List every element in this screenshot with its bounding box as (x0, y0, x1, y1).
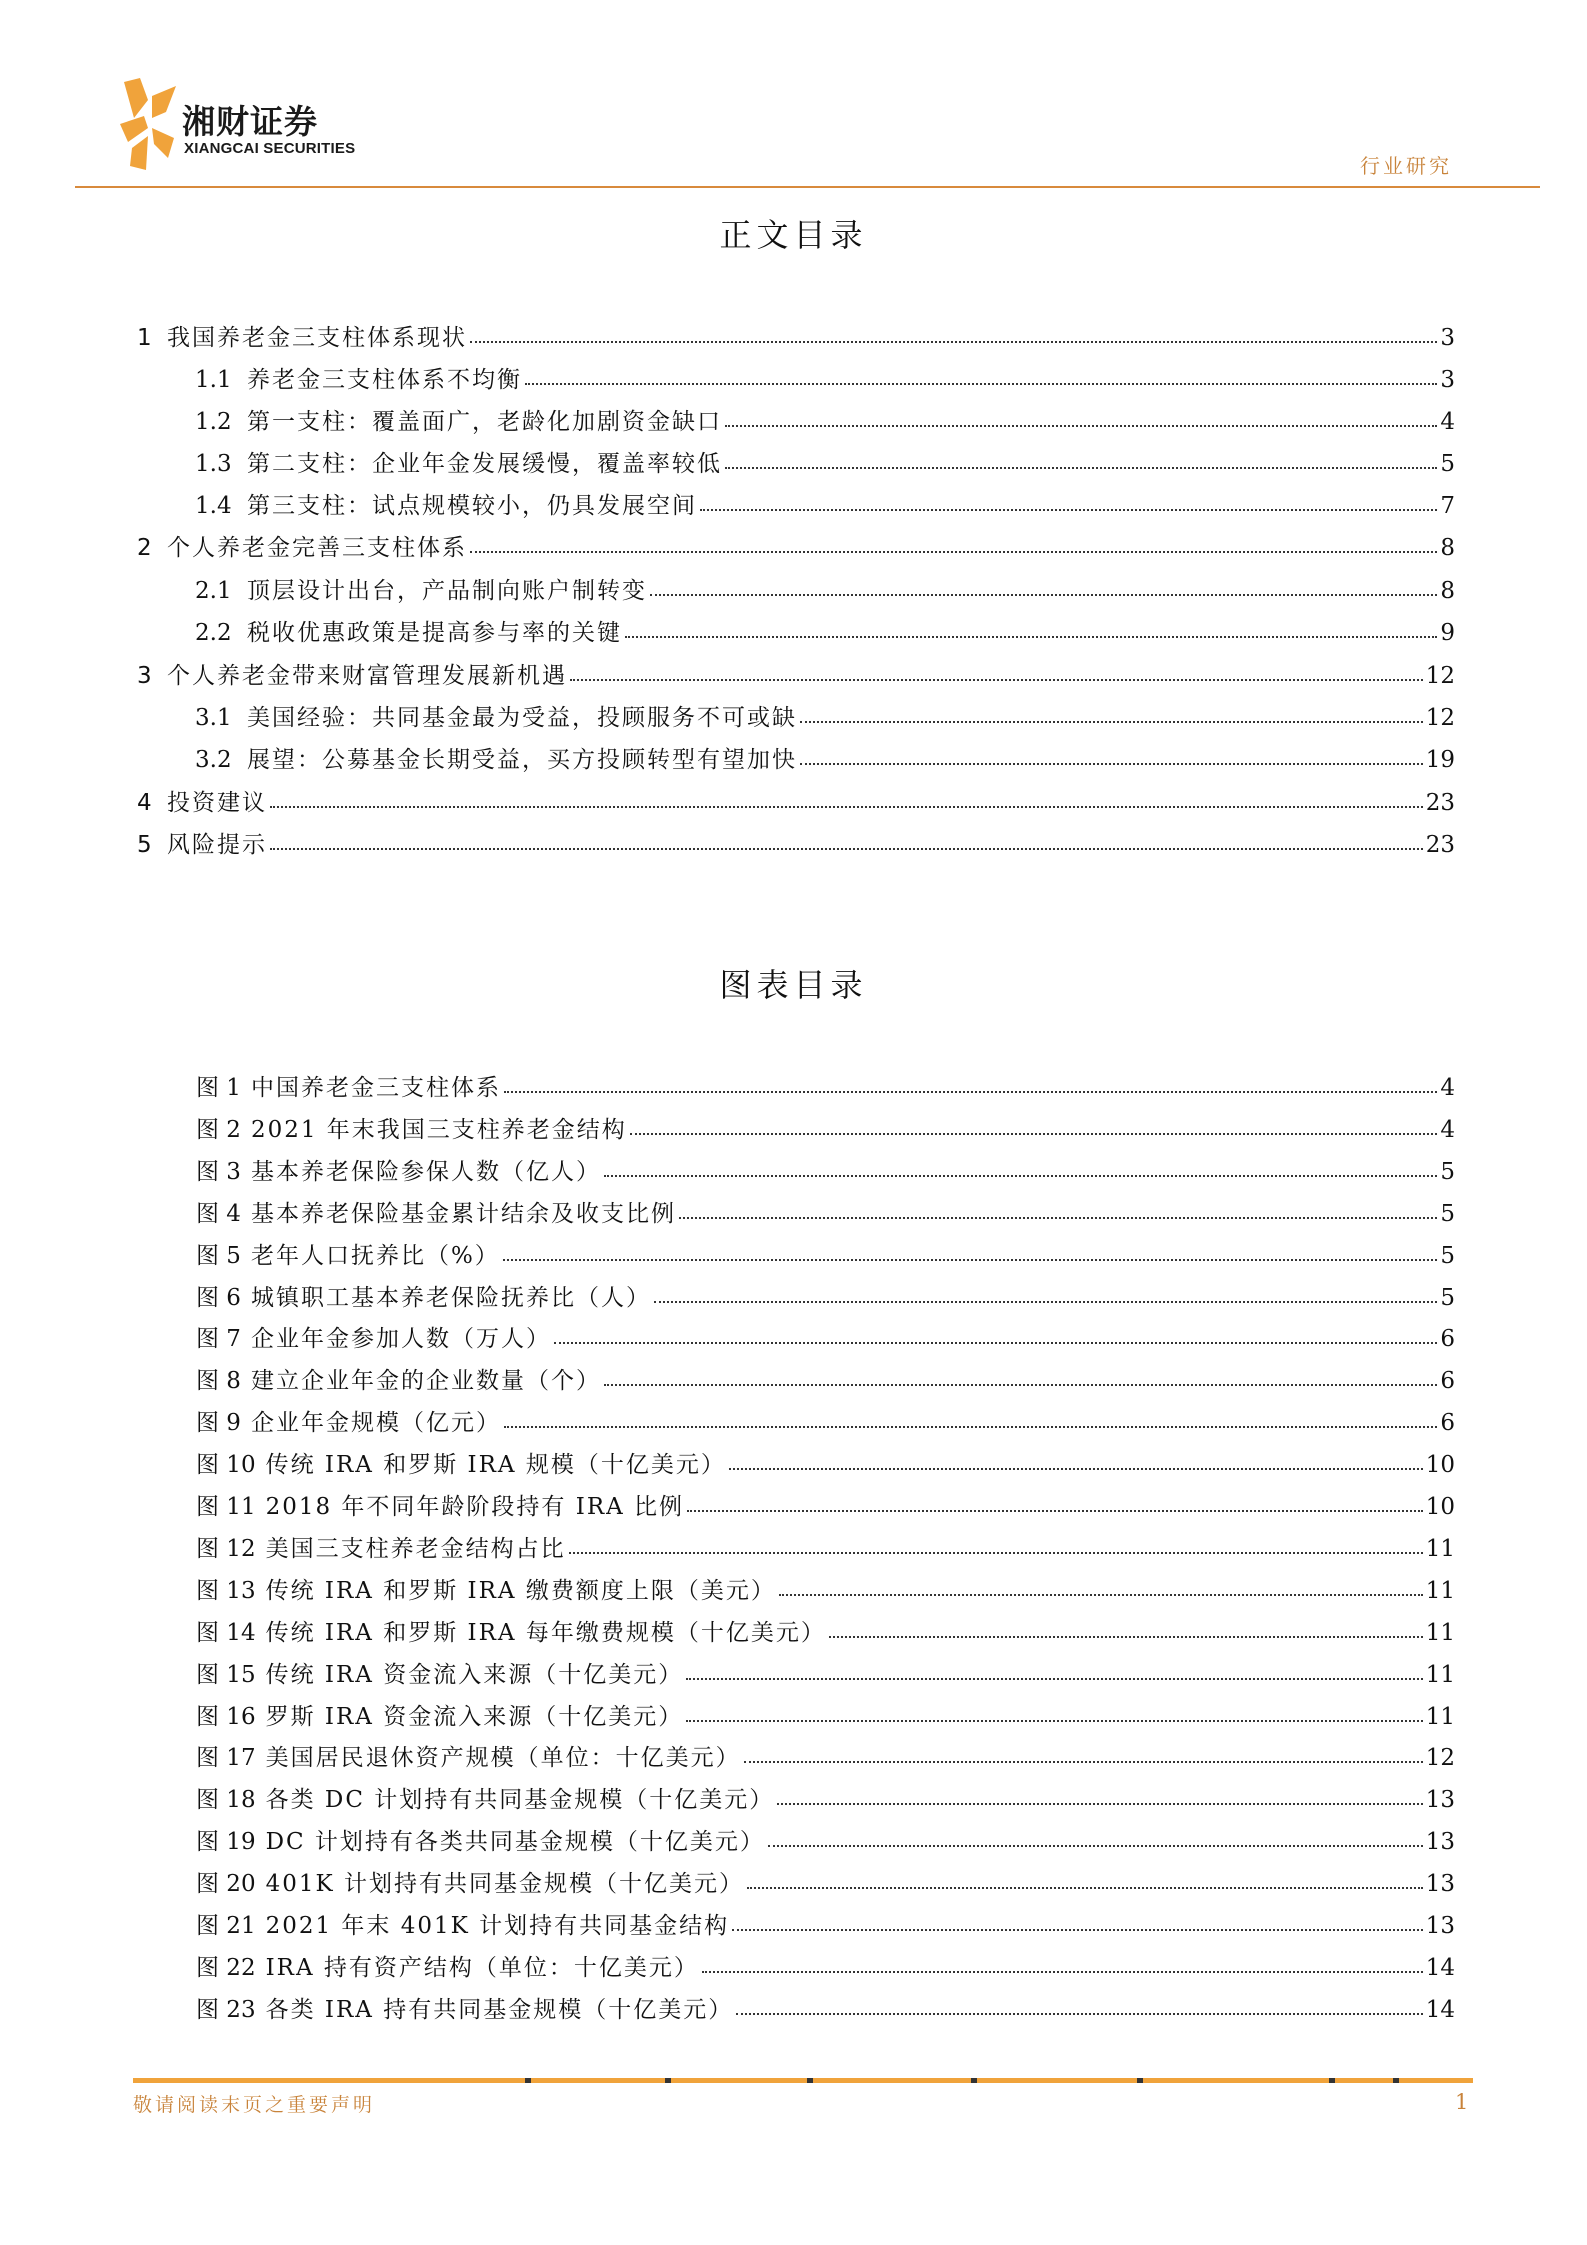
entry-title: 建立企业年金的企业数量（个） (250, 1368, 601, 1394)
figure-entry[interactable] (196, 1072, 1455, 1104)
entry-page: 11 (1425, 1662, 1455, 1688)
figure-entry[interactable] (196, 1868, 1455, 1900)
entry-page: 5 (1440, 451, 1455, 477)
entry-page: 13 (1425, 1787, 1455, 1813)
entry-title: 我国养老金三支柱体系现状 (167, 325, 467, 351)
figure-entry[interactable] (196, 1365, 1455, 1397)
entry-page: 9 (1440, 620, 1455, 646)
entry-page: 11 (1425, 1536, 1455, 1562)
entry-title: 养老金三支柱体系不均衡 (247, 367, 522, 393)
entry-number: 图 18 (196, 1787, 256, 1813)
figure-entry[interactable] (196, 1323, 1455, 1355)
entry-page: 8 (1440, 535, 1455, 561)
entry-number: 2 (137, 535, 152, 561)
toc-entry[interactable] (195, 364, 1455, 396)
entry-page: 13 (1425, 1913, 1455, 1939)
brand-name-cn: 湘财证券 (182, 102, 318, 141)
entry-page: 19 (1425, 747, 1455, 773)
footer-divider (133, 2078, 1473, 2083)
dot-leader (470, 341, 1437, 343)
figure-entry[interactable] (196, 1407, 1455, 1439)
entry-number: 图 9 (196, 1410, 241, 1436)
dot-leader (569, 1552, 1423, 1554)
entry-title: 罗斯 IRA 资金流入来源（十亿美元） (265, 1704, 684, 1730)
dot-leader (270, 806, 1423, 808)
entry-page: 4 (1440, 1117, 1455, 1143)
entry-title: DC 计划持有各类共同基金规模（十亿美元） (265, 1829, 765, 1855)
figure-entry[interactable] (196, 1701, 1455, 1733)
xiangcai-logo-icon (118, 78, 178, 173)
entry-number: 图 22 (196, 1955, 256, 1981)
entry-number: 图 17 (196, 1745, 256, 1771)
dot-leader (625, 636, 1437, 638)
entry-page: 8 (1440, 578, 1455, 604)
dot-leader (270, 848, 1423, 850)
report-category: 行业研究 (1360, 154, 1452, 178)
entry-page: 13 (1425, 1871, 1455, 1897)
toc-title: 正文目录 (719, 216, 868, 254)
entry-page: 4 (1440, 409, 1455, 435)
entry-page: 11 (1425, 1578, 1455, 1604)
entry-page: 6 (1440, 1368, 1455, 1394)
entry-title: 第三支柱：试点规模较小，仍具发展空间 (247, 493, 697, 519)
entry-number: 图 16 (196, 1704, 256, 1730)
dot-leader (504, 1426, 1437, 1428)
dot-leader (747, 1887, 1423, 1889)
entry-number: 2.1 (195, 578, 232, 604)
entry-title: 各类 DC 计划持有共同基金规模（十亿美元） (265, 1787, 775, 1813)
entry-title: 传统 IRA 和罗斯 IRA 规模（十亿美元） (265, 1452, 726, 1478)
entry-page: 11 (1425, 1704, 1455, 1730)
entry-page: 12 (1425, 1745, 1455, 1771)
toc-entry[interactable] (195, 448, 1455, 480)
entry-title: IRA 持有资产结构（单位：十亿美元） (265, 1955, 699, 1981)
figure-entry[interactable] (196, 1156, 1455, 1188)
dot-leader (829, 1636, 1423, 1638)
figure-entry[interactable] (196, 1617, 1455, 1649)
dot-leader (604, 1175, 1437, 1177)
dot-leader (732, 1929, 1423, 1931)
entry-page: 14 (1425, 1955, 1455, 1981)
entry-title: 城镇职工基本养老保险抚养比（人） (250, 1285, 651, 1311)
entry-number: 1 (137, 325, 152, 351)
figure-entry[interactable] (196, 1491, 1455, 1523)
entry-number: 3 (137, 663, 152, 689)
entry-title: 风险提示 (167, 832, 267, 858)
entry-number: 图 23 (196, 1997, 256, 2023)
entry-number: 1.1 (195, 367, 232, 393)
dot-leader (554, 1342, 1437, 1344)
figure-entry[interactable] (196, 1742, 1455, 1774)
entry-title: 老年人口抚养比（%） (250, 1243, 500, 1269)
dot-leader (525, 383, 1437, 385)
entry-title: 企业年金规模（亿元） (250, 1410, 501, 1436)
entry-number: 3.1 (195, 705, 232, 731)
entry-page: 6 (1440, 1326, 1455, 1352)
entry-title: 传统 IRA 和罗斯 IRA 缴费额度上限（美元） (265, 1578, 776, 1604)
dot-leader (777, 1803, 1422, 1805)
entry-title: 个人养老金带来财富管理发展新机遇 (167, 663, 567, 689)
entry-number: 图 13 (196, 1578, 256, 1604)
figure-entry[interactable] (196, 1910, 1455, 1942)
dot-leader (700, 509, 1437, 511)
entry-number: 3.2 (195, 747, 232, 773)
entry-number: 1.3 (195, 451, 232, 477)
entry-title: 企业年金参加人数（万人） (250, 1326, 551, 1352)
toc-entry[interactable] (137, 660, 1455, 692)
entry-number: 图 21 (196, 1913, 256, 1939)
entry-title: 2018 年不同年龄阶段持有 IRA 比例 (265, 1494, 685, 1520)
page-number: 1 (1455, 2090, 1469, 2114)
dot-leader (650, 594, 1437, 596)
entry-title: 美国经验：共同基金最为受益，投顾服务不可或缺 (247, 705, 797, 731)
dot-leader (504, 1091, 1437, 1093)
entry-title: 2021 年末我国三支柱养老金结构 (250, 1117, 627, 1143)
toc-entry[interactable] (137, 829, 1455, 861)
dot-leader (744, 1761, 1423, 1763)
entry-number: 5 (137, 832, 152, 858)
entry-number: 4 (137, 790, 152, 816)
entry-title: 个人养老金完善三支柱体系 (167, 535, 467, 561)
figure-entry[interactable] (196, 1240, 1455, 1272)
dot-leader (725, 425, 1437, 427)
figure-entry[interactable] (196, 1994, 1455, 2026)
dot-leader (800, 763, 1423, 765)
dot-leader (654, 1301, 1437, 1303)
toc-entry[interactable] (195, 702, 1455, 734)
toc-entry[interactable] (195, 575, 1455, 607)
entry-title: 传统 IRA 和罗斯 IRA 每年缴费规模（十亿美元） (265, 1620, 826, 1646)
entry-page: 4 (1440, 1075, 1455, 1101)
entry-title: 第一支柱：覆盖面广，老龄化加剧资金缺口 (247, 409, 722, 435)
dot-leader (702, 1971, 1423, 1973)
figure-entry[interactable] (196, 1114, 1455, 1146)
entry-page: 5 (1440, 1201, 1455, 1227)
entry-title: 2021 年末 401K 计划持有共同基金结构 (265, 1913, 730, 1939)
entry-number: 图 2 (196, 1117, 241, 1143)
figure-entry[interactable] (196, 1449, 1455, 1481)
figure-entry[interactable] (196, 1659, 1455, 1691)
dot-leader (679, 1217, 1437, 1219)
toc-entry[interactable] (137, 322, 1455, 354)
entry-number: 图 15 (196, 1662, 256, 1688)
entry-number: 图 10 (196, 1452, 256, 1478)
dot-leader (470, 551, 1437, 553)
entry-page: 5 (1440, 1243, 1455, 1269)
figure-entry[interactable] (196, 1282, 1455, 1314)
entry-number: 图 12 (196, 1536, 256, 1562)
entry-title: 投资建议 (167, 790, 267, 816)
entry-number: 2.2 (195, 620, 232, 646)
entry-title: 基本养老保险参保人数（亿人） (250, 1159, 601, 1185)
dot-leader (768, 1845, 1423, 1847)
entry-page: 10 (1425, 1452, 1455, 1478)
entry-title: 中国养老金三支柱体系 (250, 1075, 501, 1101)
entry-page: 5 (1440, 1285, 1455, 1311)
entry-number: 1.4 (195, 493, 232, 519)
toc-entry[interactable] (195, 617, 1455, 649)
dot-leader (736, 2013, 1423, 2015)
entry-number: 图 1 (196, 1075, 241, 1101)
dot-leader (503, 1259, 1438, 1261)
entry-number: 1.2 (195, 409, 232, 435)
dot-leader (725, 467, 1437, 469)
entry-number: 图 8 (196, 1368, 241, 1394)
dot-leader (686, 1720, 1423, 1722)
entry-page: 23 (1425, 832, 1455, 858)
toc-entry[interactable] (137, 787, 1455, 819)
brand-name-en: XIANGCAI SECURITIES (184, 140, 356, 157)
entry-number: 图 3 (196, 1159, 241, 1185)
toc-entry[interactable] (195, 406, 1455, 438)
entry-page: 3 (1440, 367, 1455, 393)
entry-number: 图 7 (196, 1326, 241, 1352)
entry-page: 12 (1425, 705, 1455, 731)
entry-page: 11 (1425, 1620, 1455, 1646)
entry-number: 图 6 (196, 1285, 241, 1311)
entry-number: 图 14 (196, 1620, 256, 1646)
entry-title: 第二支柱：企业年金发展缓慢，覆盖率较低 (247, 451, 722, 477)
entry-page: 6 (1440, 1410, 1455, 1436)
figure-entry[interactable] (196, 1784, 1455, 1816)
entry-title: 各类 IRA 持有共同基金规模（十亿美元） (265, 1997, 734, 2023)
figure-entry[interactable] (196, 1575, 1455, 1607)
figure-entry[interactable] (196, 1826, 1455, 1858)
figure-entry[interactable] (196, 1198, 1455, 1230)
entry-title: 美国三支柱养老金结构占比 (265, 1536, 566, 1562)
entry-number: 图 19 (196, 1829, 256, 1855)
entry-page: 3 (1440, 325, 1455, 351)
toc-entry[interactable] (195, 744, 1455, 776)
figure-entry[interactable] (196, 1952, 1455, 1984)
dot-leader (800, 721, 1423, 723)
disclaimer-note: 敬请阅读末页之重要声明 (133, 2094, 376, 2116)
entry-page: 23 (1425, 790, 1455, 816)
dot-leader (686, 1678, 1423, 1680)
entry-title: 美国居民退休资产规模（单位：十亿美元） (265, 1745, 741, 1771)
dot-leader (779, 1594, 1423, 1596)
entry-title: 展望：公募基金长期受益，买方投顾转型有望加快 (247, 747, 797, 773)
entry-page: 14 (1425, 1997, 1455, 2023)
entry-title: 税收优惠政策是提高参与率的关键 (247, 620, 622, 646)
entry-page: 13 (1425, 1829, 1455, 1855)
entry-title: 传统 IRA 资金流入来源（十亿美元） (265, 1662, 684, 1688)
dot-leader (687, 1510, 1423, 1512)
entry-title: 基本养老保险基金累计结余及收支比例 (250, 1201, 676, 1227)
entry-page: 5 (1440, 1159, 1455, 1185)
toc-entry[interactable] (195, 490, 1455, 522)
dot-leader (570, 679, 1423, 681)
header-divider (75, 186, 1540, 188)
toc-entry[interactable] (137, 532, 1455, 564)
figure-entry[interactable] (196, 1533, 1455, 1565)
dot-leader (604, 1384, 1437, 1386)
entry-number: 图 11 (196, 1494, 256, 1520)
dot-leader (630, 1133, 1438, 1135)
entry-number: 图 4 (196, 1201, 241, 1227)
entry-title: 顶层设计出台，产品制向账户制转变 (247, 578, 647, 604)
dot-leader (729, 1468, 1423, 1470)
figures-title: 图表目录 (719, 966, 868, 1004)
entry-page: 7 (1440, 493, 1455, 519)
entry-page: 10 (1425, 1494, 1455, 1520)
entry-title: 401K 计划持有共同基金规模（十亿美元） (265, 1871, 744, 1897)
entry-number: 图 5 (196, 1243, 241, 1269)
entry-number: 图 20 (196, 1871, 256, 1897)
entry-page: 12 (1425, 663, 1455, 689)
